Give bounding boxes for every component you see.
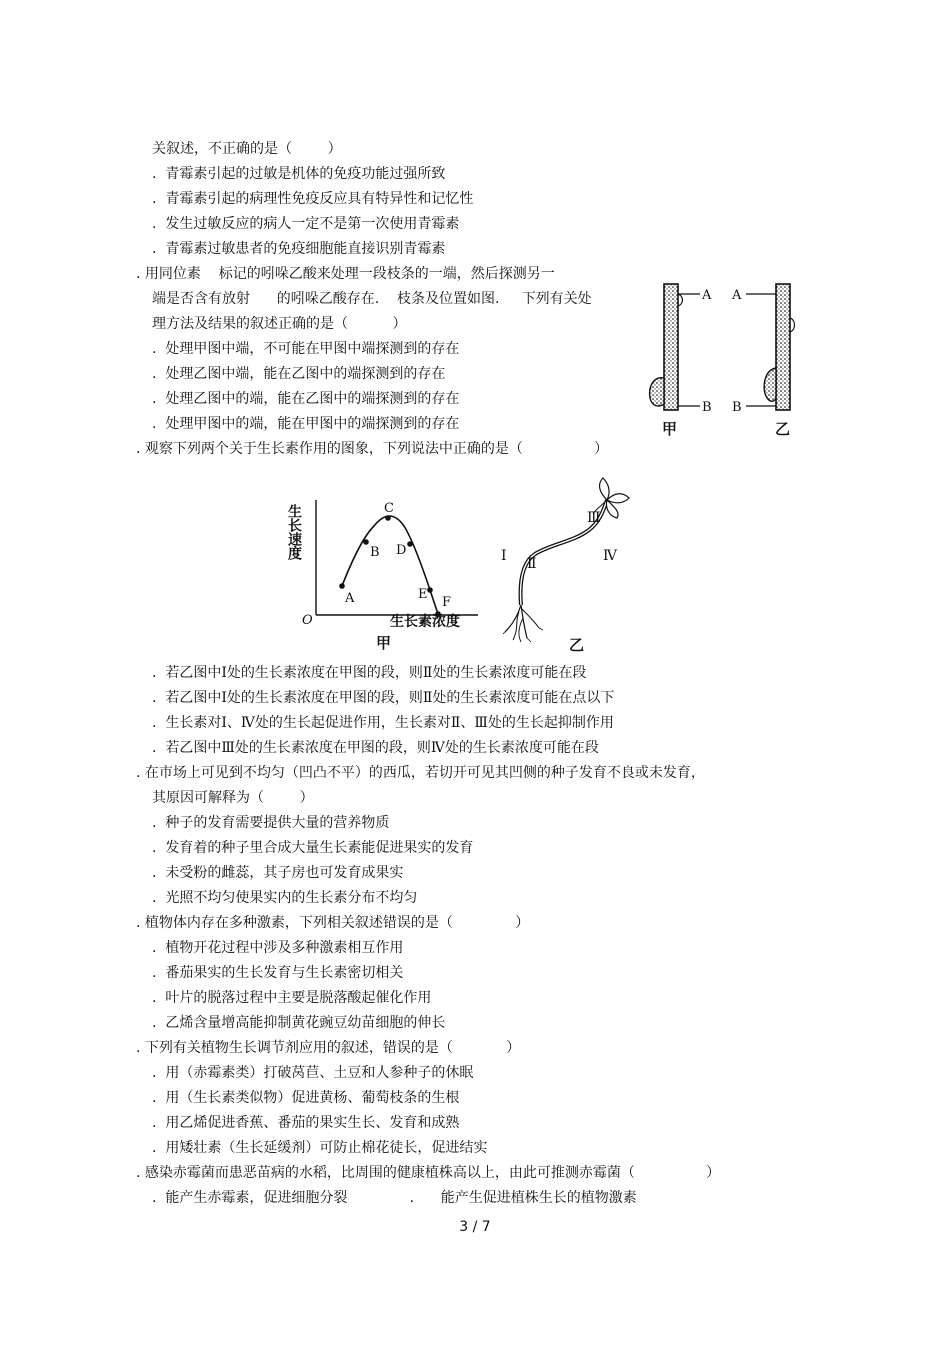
option-line: . 处理甲图中端，不可能在甲图中端探测到的存在 — [152, 341, 460, 357]
label-a-yi: A — [732, 288, 742, 303]
point-label-e: E — [418, 587, 428, 602]
option-line: . 植物开花过程中涉及多种激素相互作用 — [152, 940, 404, 956]
option-line: . 叶片的脱落过程中主要是脱落酸起催化作用 — [152, 990, 432, 1006]
question-stem: . 下列有关植物生长调节剂应用的叙述，错误的是（ ） — [136, 1040, 521, 1056]
region-label-2: Ⅱ — [527, 556, 537, 572]
branch-figure — [640, 278, 820, 438]
region-label-4: Ⅳ — [603, 548, 617, 564]
option-line: . 处理乙图中端，能在乙图中的端探测到的存在 — [152, 366, 446, 382]
option-line: . 若乙图中Ⅲ处的生长素浓度在甲图的段，则Ⅳ处的生长素浓度可能在段 — [152, 740, 599, 756]
question-stem: . 观察下列两个关于生长素作用的图象，下列说法中正确的是（ ） — [136, 441, 609, 457]
point-c — [385, 515, 391, 521]
point-d — [407, 541, 413, 547]
option-line: . 青霉素过敏患者的免疫细胞能直接识别青霉素 — [152, 241, 446, 257]
seedling-figure — [495, 470, 660, 655]
option-line: . 处理甲图中的端，能在甲图中的端探测到的存在 — [152, 416, 460, 432]
option-line: . 用乙烯促进香蕉、番茄的果实生长、发育和成熟 — [152, 1115, 460, 1131]
point-e — [427, 587, 433, 593]
question-stem: 其原因可解释为（ ） — [152, 790, 314, 806]
option-line: . 用矮壮素（生长延缓剂）可防止棉花徒长，促进结实 — [152, 1140, 488, 1156]
option-line: . 能产生赤霉素，促进细胞分裂 . 能产生促进植株生长的植物激素 — [152, 1190, 637, 1206]
point-label-c: C — [384, 501, 394, 516]
caption-seedling: 乙 — [569, 636, 585, 654]
branch-jia — [650, 284, 700, 410]
caption-curve: 甲 — [376, 634, 392, 652]
label-a-jia: A — [702, 288, 712, 303]
point-label-a: A — [345, 591, 355, 606]
question-stem: . 植物体内存在多种激素，下列相关叙述错误的是（ ） — [136, 915, 530, 931]
x-axis-label: 生长素浓度 — [390, 614, 460, 630]
question-stem: 理方法及结果的叙述正确的是（ ） — [152, 316, 407, 332]
point-a — [339, 583, 345, 589]
option-line: . 若乙图中Ⅰ处的生长素浓度在甲图的段，则Ⅱ处的生长素浓度可能在点以下 — [152, 690, 615, 706]
option-line: . 青霉素引起的过敏是机体的免疫功能过强所致 — [152, 166, 446, 182]
caption-jia: 甲 — [662, 420, 678, 438]
option-line: . 生长素对Ⅰ、Ⅳ处的生长起促进作用，生长素对Ⅱ、Ⅲ处的生长起抑制作用 — [152, 715, 614, 731]
label-b-yi: B — [732, 400, 742, 415]
option-line: . 若乙图中Ⅰ处的生长素浓度在甲图的段，则Ⅱ处的生长素浓度可能在段 — [152, 665, 587, 681]
label-b-jia: B — [702, 400, 712, 415]
branch-yi — [746, 284, 795, 410]
option-line: . 光照不均匀使果实内的生长素分布不均匀 — [152, 890, 418, 906]
region-label-3: Ⅲ — [587, 510, 601, 526]
point-label-b: B — [370, 545, 380, 560]
option-line: . 发生过敏反应的病人一定不是第一次使用青霉素 — [152, 216, 460, 232]
option-line: . 发育着的种子里合成大量生长素能促进果实的发育 — [152, 840, 474, 856]
option-line: . 用（生长素类似物）促进黄杨、葡萄枝条的生根 — [152, 1090, 460, 1106]
point-b — [363, 539, 369, 545]
page-number: 3 / 7 — [459, 1219, 491, 1235]
q-stem-continued: 关叙述，不正确的是（ ） — [152, 141, 342, 157]
growth-curve-figure — [286, 490, 490, 655]
caption-yi: 乙 — [775, 420, 791, 438]
point-label-f: F — [442, 595, 452, 610]
question-stem: . 用同位素 标记的吲哚乙酸来处理一段枝条的一端，然后探测另一 — [136, 266, 555, 282]
option-line: . 处理乙图中的端，能在乙图中的端探测到的存在 — [152, 391, 460, 407]
question-stem: . 在市场上可见到不均匀（凹凸不平）的西瓜，若切开可见其凹侧的种子发育不良或未发育， — [136, 765, 705, 781]
point-label-d: D — [396, 543, 407, 558]
question-stem: . 感染赤霉菌而患恶苗病的水稻，比周围的健康植株高以上，由此可推测赤霉菌（ ） — [136, 1165, 721, 1181]
option-line: . 乙烯含量增高能抑制黄花豌豆幼苗细胞的伸长 — [152, 1015, 446, 1031]
question-stem: 端是否含有放射 的吲哚乙酸存在. 枝条及位置如图. 下列有关处 — [152, 291, 592, 307]
option-line: . 未受粉的雌蕊，其子房也可发育成果实 — [152, 865, 404, 881]
option-line: . 青霉素引起的病理性免疫反应具有特异性和记忆性 — [152, 191, 474, 207]
y-axis-label: 生长速度 — [286, 504, 302, 560]
origin-label: O — [302, 613, 313, 628]
option-line: . 种子的发育需要提供大量的营养物质 — [152, 815, 390, 831]
option-line: . 用（赤霉素类）打破莴苣、土豆和人参种子的休眠 — [152, 1065, 474, 1081]
option-line: . 番茄果实的生长发育与生长素密切相关 — [152, 965, 404, 981]
region-label-1: Ⅰ — [501, 548, 507, 564]
